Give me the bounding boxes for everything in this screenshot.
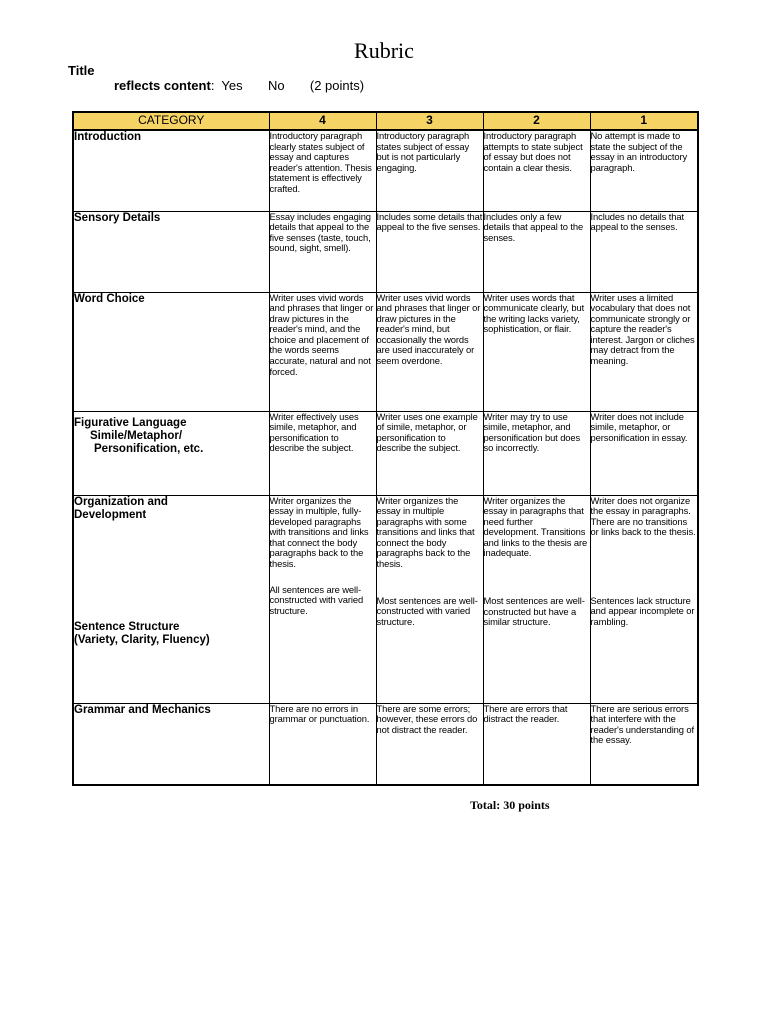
cell-word-choice-2: Writer uses words that communicate clearly, but the writing lacks variety, sophistication, or flair. [483, 292, 590, 411]
cell-sentence-structure-1-text: Sentences lack structure and appear incomplete or rambling. [590, 594, 695, 628]
page-title: Rubric [354, 38, 414, 63]
category-figurative-language-line3: Personification, etc. [94, 442, 204, 455]
cell-organization-3 [376, 495, 483, 703]
header-score-2: 2 [483, 112, 590, 130]
cell-figurative-language-1: Writer does not include simile, metaphor, or personification in essay. [590, 411, 698, 495]
cell-figurative-language-3: Writer uses one example of simile, metaphor, or personification to describe the subject. [376, 411, 483, 495]
cell-grammar-3: There are some errors; however, these errors do not distract the reader. [376, 703, 483, 785]
cell-introduction-2: Introductory paragraph attempts to state subject of essay but does not contain a clear thesis. [483, 130, 590, 211]
no-option: No [267, 78, 285, 93]
rubric-table [72, 111, 699, 786]
row-word-choice [73, 292, 698, 411]
cell-figurative-language-4: Writer effectively uses simile, metaphor, and personification to describe the subject. [269, 411, 376, 495]
cell-introduction-4: Introductory paragraph clearly states subject of essay and captures reader's attention. Thesis statement is effectively crafted. [269, 130, 376, 211]
cell-word-choice-4: Writer uses vivid words and phrases that linger or draw pictures in the reader's mind, and the choice and placement of the words seems accurate, natural and not forced. [269, 292, 376, 411]
reflects-content-line: reflects content: Yes No (2 points) [114, 78, 365, 93]
category-sensory-details: Sensory Details [73, 211, 269, 292]
cell-sentence-structure-2-text: Most sentences are well-constructed but have a similar structure. [483, 595, 585, 628]
cell-figurative-language-2: Writer may try to use simile, metaphor, and personification but does so incorrectly. [483, 411, 590, 495]
cell-word-choice-1: Writer uses a limited vocabulary that does not communicate strongly or capture the reader's interest. Jargon or cliches may detract from the meaning. [590, 292, 698, 411]
cell-organization-4 [269, 495, 376, 703]
category-sentence-structure-line2: (Variety, Clarity, Fluency) [74, 633, 210, 646]
category-grammar-mechanics: Grammar and Mechanics [73, 703, 269, 785]
cell-organization-2 [483, 495, 590, 703]
row-introduction [73, 130, 698, 211]
category-organization-line1: Organization and [74, 495, 168, 508]
category-word-choice: Word Choice [73, 292, 269, 411]
cell-grammar-4: There are no errors in grammar or punctuation. [269, 703, 376, 785]
points-label: (2 points) [309, 78, 365, 93]
cell-sentence-structure-4-text: All sentences are well-constructed with varied structure. [269, 583, 364, 616]
category-figurative-language-line1: Figurative Language [74, 416, 187, 429]
category-sentence-structure-line1: Sentence Structure [74, 620, 180, 633]
cell-introduction-3: Introductory paragraph states subject of essay but is not particularly engaging. [376, 130, 483, 211]
cell-sentence-structure-3-text: Most sentences are well-constructed with varied structure. [376, 594, 478, 627]
cell-organization-1-text: Writer does not organize the essay in paragraphs. There are no transitions or links back to the thesis. [590, 494, 696, 538]
category-figurative-language-line2: Simile/Metaphor/ [90, 429, 183, 442]
header-score-1: 1 [590, 112, 698, 130]
cell-sensory-details-3: Includes some details that appeal to the five senses. [376, 211, 483, 292]
header-score-3: 3 [376, 112, 483, 130]
row-organization-development [73, 495, 698, 703]
category-figurative-language [73, 411, 269, 495]
cell-word-choice-3: Writer uses vivid words and phrases that linger or draw pictures in the reader's mind, but occasionally the words are used inaccurately or seem overdone. [376, 292, 483, 411]
category-introduction: Introduction [73, 130, 269, 211]
yes-option: Yes [221, 78, 243, 93]
cell-sensory-details-2: Includes only a few details that appeal to the senses. [483, 211, 590, 292]
row-sensory-details [73, 211, 698, 292]
header-category: CATEGORY [73, 112, 269, 130]
reflects-content-label: reflects content [114, 78, 211, 93]
cell-organization-4-text: Writer organizes the essay in multiple, fully-developed paragraphs with transitions and links that connect the body paragraphs back to the thesis. [269, 494, 369, 570]
category-organization-line2: Development [74, 508, 147, 521]
title-label: Title [68, 63, 95, 78]
header-row [73, 112, 698, 130]
cell-organization-1 [590, 495, 698, 703]
cell-grammar-1: There are serious errors that interfere with the reader's understanding of the essay. [590, 703, 698, 785]
row-grammar-mechanics [73, 703, 698, 785]
cell-introduction-1: No attempt is made to state the subject of the essay in an introductory paragraph. [590, 130, 698, 211]
row-figurative-language [73, 411, 698, 495]
cell-sensory-details-4: Essay includes engaging details that appeal to the five senses (taste, touch, sound, sight, smell). [269, 211, 376, 292]
total-points: Total: 30 points [470, 798, 550, 812]
cell-organization-2-text: Writer organizes the essay in paragraphs that need further development. Transitions and links to the thesis are inadequate. [483, 494, 588, 559]
header-score-4: 4 [269, 112, 376, 130]
cell-grammar-2: There are errors that distract the reader. [483, 703, 590, 785]
cell-sensory-details-1: Includes no details that appeal to the senses. [590, 211, 698, 292]
category-organization-development [73, 495, 269, 703]
cell-organization-3-text: Writer organizes the essay in multiple paragraphs with some transitions and links that connect the body paragraphs back to the thesis. [376, 494, 475, 570]
